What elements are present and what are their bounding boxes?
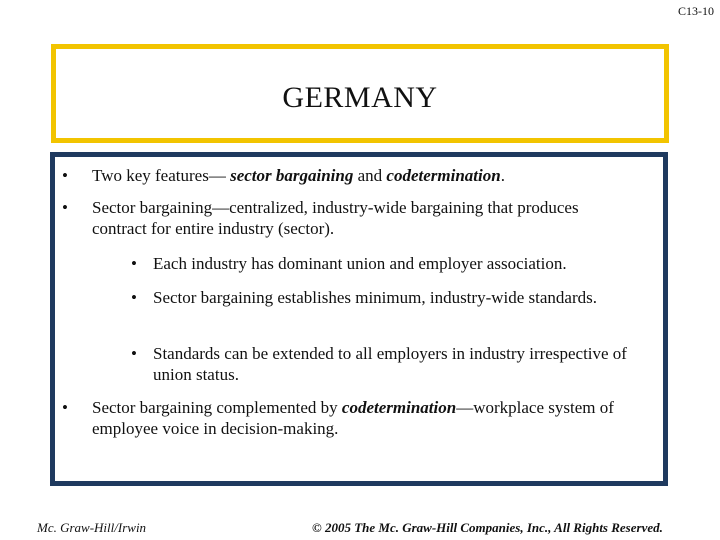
bullet-key-features [62, 165, 505, 186]
bullet-text-pre: Two key features— [92, 166, 231, 185]
footer-copyright: © 2005 The Mc. Graw-Hill Companies, Inc., All Rights Reserved. [312, 520, 663, 535]
bullet-text: Standards can be extended to all employers in industry irrespective of union status. [153, 344, 627, 384]
bullet-text-post: —workplace system of employee voice in decision-making. [92, 398, 614, 438]
slide-number: C13-10 [678, 4, 714, 18]
bullet-dot: • [62, 398, 68, 417]
bullet-text-pre: Sector bargaining complemented by [92, 398, 342, 417]
bullet-codetermination [62, 397, 642, 439]
bullet-dot: • [131, 344, 137, 363]
bullet-text [92, 397, 642, 439]
bullet-text [92, 165, 505, 186]
bullet-dot: • [131, 288, 137, 307]
keyword-sector-bargaining: sector bargaining [230, 166, 354, 185]
bullet-sector-bargaining [62, 197, 622, 239]
bullet-text: Each industry has dominant union and employer association. [153, 254, 567, 273]
bullet-dot: • [62, 198, 68, 217]
footer-publisher: Mc. Graw-Hill/Irwin [37, 520, 147, 535]
bullet-text-post: . [500, 166, 505, 185]
keyword-codetermination: codetermination [386, 166, 501, 185]
keyword-codetermination: codetermination [341, 398, 457, 417]
bullet-dot: • [131, 254, 137, 273]
slide-title: GERMANY [282, 80, 438, 114]
title-box [51, 44, 669, 143]
sub-bullet-minimum-standards [131, 287, 631, 308]
content-box [50, 152, 668, 486]
bullet-text: Sector bargaining establishes minimum, industry-wide standards. [153, 288, 597, 307]
sub-bullet-extended-standards [131, 343, 631, 385]
bullet-dot: • [62, 166, 68, 185]
bullet-text-mid: and [353, 166, 387, 185]
bullet-text: Sector bargaining—centralized, industry-wide bargaining that produces contract for entire industry (sector). [92, 198, 579, 238]
sub-bullet-dominant-union [131, 253, 651, 274]
